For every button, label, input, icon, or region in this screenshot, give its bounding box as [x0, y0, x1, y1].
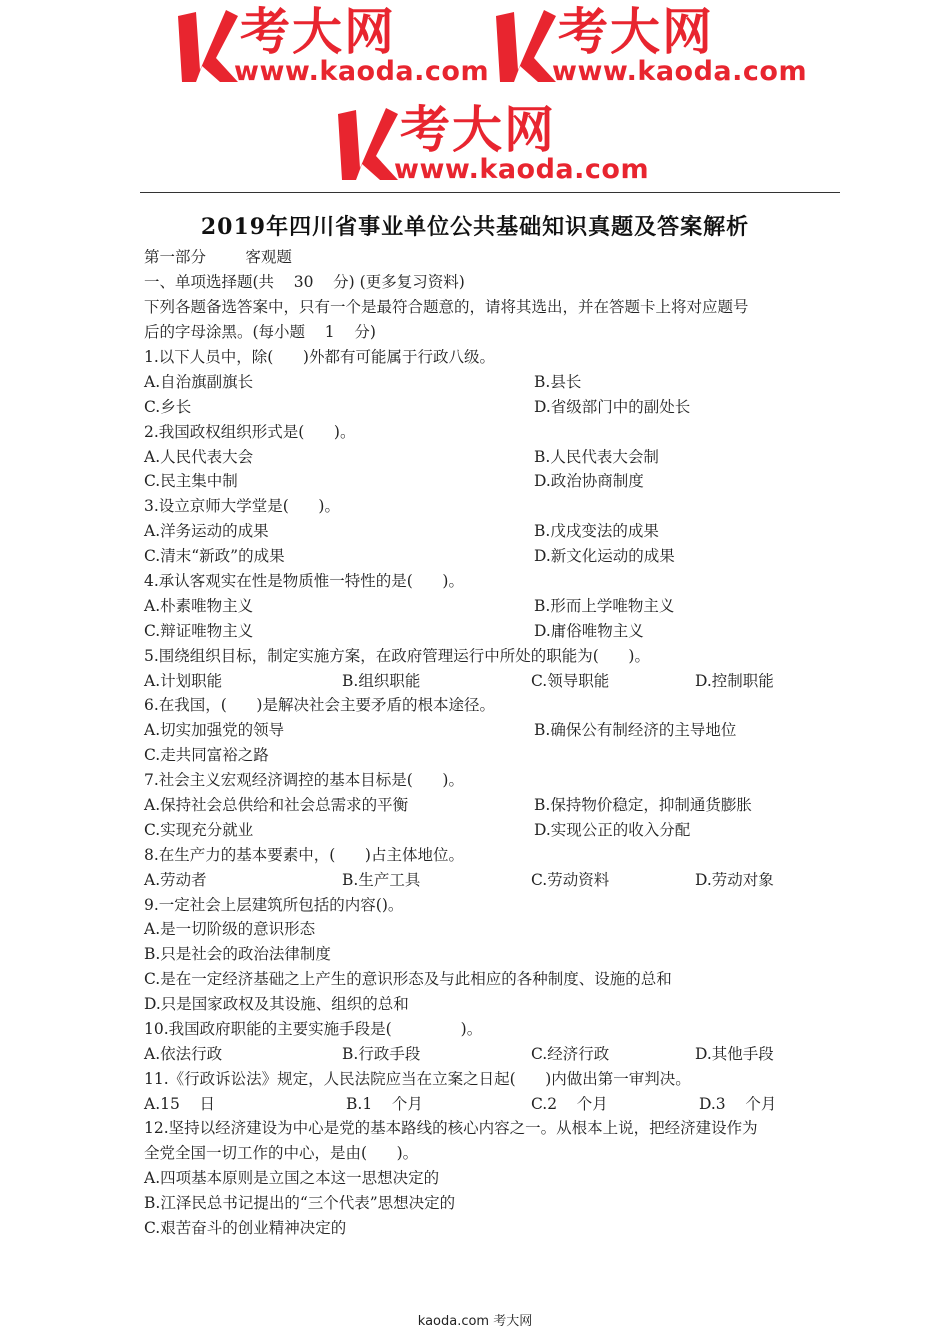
k-logo-icon	[176, 8, 240, 84]
option-c: C.乡长	[144, 398, 192, 416]
option-b: B.江泽民总书记提出的“三个代表”思想决定的	[144, 1194, 456, 1212]
option-d: D.实现公正的收入分配	[534, 821, 691, 839]
logo-chinese-name: 考大网	[240, 3, 396, 61]
question-10: 10.我国政府职能的主要实施手段是( )。	[144, 1020, 483, 1038]
option-d: D.省级部门中的副处长	[534, 398, 691, 416]
question-4: 4.承认客观实在性是物质惟一特性的是( )。	[144, 572, 464, 590]
option-d: D.只是国家政权及其设施、组织的总和	[144, 995, 409, 1013]
option-c: C.清末“新政”的成果	[144, 547, 285, 565]
question-12-continued: 全党全国一切工作的中心，是由( )。	[144, 1144, 419, 1162]
option-d: D.其他手段	[695, 1045, 774, 1063]
logo-chinese-name: 考大网	[558, 3, 714, 61]
option-b: B.人民代表大会制	[534, 448, 659, 466]
option-a: A.人民代表大会	[144, 448, 254, 466]
option-a: A.切实加强党的领导	[144, 721, 285, 739]
question-7: 7.社会主义宏观经济调控的基本目标是( )。	[144, 771, 464, 789]
option-b: B.确保公有制经济的主导地位	[534, 721, 737, 739]
question-1: 1.以下人员中，除( )外都有可能属于行政八级。	[144, 348, 495, 366]
question-12: 12.坚持以经济建设为中心是党的基本路线的核心内容之一。从根本上说，把经济建设作为	[144, 1119, 758, 1137]
option-b: B.形而上学唯物主义	[534, 597, 675, 615]
option-c: C.是在一定经济基础之上产生的意识形态及与此相应的各种制度、设施的总和	[144, 970, 672, 988]
k-logo-icon	[494, 8, 558, 84]
kaoda-logo	[494, 3, 814, 88]
k-logo-icon	[336, 106, 400, 182]
option-a: A.自治旗副旗长	[144, 373, 254, 391]
logo-chinese-name: 考大网	[400, 101, 556, 159]
document-title: 2019年四川省事业单位公共基础知识真题及答案解析	[200, 214, 750, 240]
question-8: 8.在生产力的基本要素中，( )占主体地位。	[144, 846, 464, 864]
kaoda-logo	[336, 101, 656, 186]
option-d: D.控制职能	[695, 672, 774, 690]
kaoda-logo	[176, 3, 496, 88]
instruction-line: 下列各题备选答案中，只有一个是最符合题意的，请将其选出，并在答题卡上将对应题号	[144, 298, 749, 316]
logo-url: www.kaoda.com	[394, 154, 650, 185]
page-footer: kaoda.com 考大网	[417, 1314, 533, 1329]
logo-url: www.kaoda.com	[234, 56, 490, 87]
question-3: 3.设立京师大学堂是( )。	[144, 497, 340, 515]
option-b: B.生产工具	[342, 871, 421, 889]
option-c: C.民主集中制	[144, 472, 238, 490]
option-d: D.庸俗唯物主义	[534, 622, 644, 640]
question-5: 5.围绕组织目标，制定实施方案，在政府管理运行中所处的职能为( )。	[144, 647, 650, 665]
option-b: B.县长	[534, 373, 582, 391]
option-b: B.戊戌变法的成果	[534, 522, 659, 540]
option-a: A.朴素唯物主义	[144, 597, 254, 615]
option-c: C.实现充分就业	[144, 821, 254, 839]
option-d: D.3 个月	[699, 1095, 777, 1113]
instruction-line: 后的字母涂黑。(每小题 1 分)	[144, 323, 376, 341]
part-heading: 第一部分 客观题	[144, 248, 292, 266]
option-a: A.计划职能	[144, 672, 223, 690]
option-c: C.辩证唯物主义	[144, 622, 254, 640]
option-a: A.四项基本原则是立国之本这一思想决定的	[144, 1169, 440, 1187]
question-6: 6.在我国，( )是解决社会主要矛盾的根本途径。	[144, 696, 495, 714]
option-c: C.领导职能	[531, 672, 610, 690]
header-divider	[140, 192, 840, 193]
option-c: C.走共同富裕之路	[144, 746, 269, 764]
question-11: 11.《行政诉讼法》规定，人民法院应当在立案之日起( )内做出第一审判决。	[144, 1070, 691, 1088]
option-c: C.经济行政	[531, 1045, 610, 1063]
option-b: B.1 个月	[346, 1095, 423, 1113]
option-b: B.行政手段	[342, 1045, 421, 1063]
question-2: 2.我国政权组织形式是( )。	[144, 423, 356, 441]
option-d: D.劳动对象	[695, 871, 774, 889]
option-d: D.政治协商制度	[534, 472, 644, 490]
option-a: A.保持社会总供给和社会总需求的平衡	[144, 796, 409, 814]
option-a: A.洋务运动的成果	[144, 522, 269, 540]
option-a: A.依法行政	[144, 1045, 223, 1063]
option-b: B.组织职能	[342, 672, 421, 690]
option-c: C.2 个月	[531, 1095, 608, 1113]
option-d: D.新文化运动的成果	[534, 547, 675, 565]
option-c: C.劳动资料	[531, 871, 610, 889]
option-a: A.劳动者	[144, 871, 207, 889]
option-c: C.艰苦奋斗的创业精神决定的	[144, 1219, 347, 1237]
option-b: B.只是社会的政治法律制度	[144, 945, 331, 963]
section-heading: 一、单项选择题(共 30 分) (更多复习资料)	[144, 273, 465, 291]
option-b: B.保持物价稳定，抑制通货膨胀	[534, 796, 752, 814]
option-a: A.是一切阶级的意识形态	[144, 920, 316, 938]
option-a: A.15 日	[144, 1095, 216, 1113]
question-9: 9.一定社会上层建筑所包括的内容()。	[144, 896, 404, 914]
logo-url: www.kaoda.com	[552, 56, 808, 87]
